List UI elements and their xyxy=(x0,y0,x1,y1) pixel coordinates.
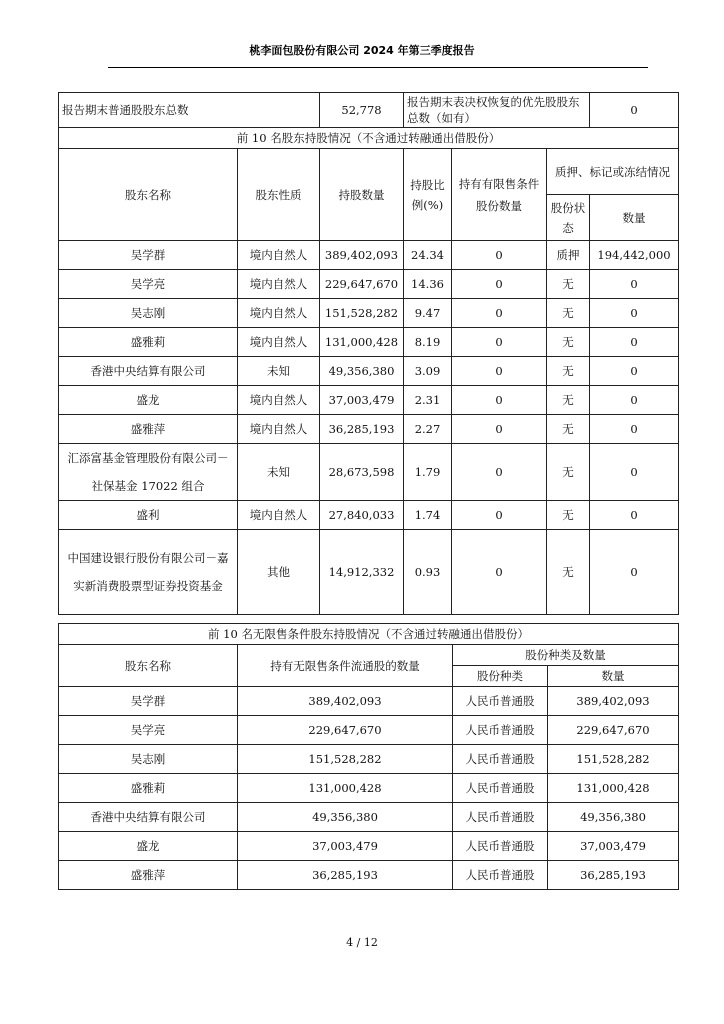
cell-restricted: 0 xyxy=(452,241,547,270)
u-col-header-kind-group: 股份种类及数量 xyxy=(453,645,679,666)
cell-kind: 人民币普通股 xyxy=(453,803,548,832)
cell-name: 吴志刚 xyxy=(59,299,238,328)
table-row xyxy=(59,328,679,357)
table-row xyxy=(59,501,679,530)
cell-status: 无 xyxy=(547,299,590,328)
cell-held: 151,528,282 xyxy=(238,745,453,774)
cell-qty: 131,000,428 xyxy=(548,774,679,803)
cell-kind: 人民币普通股 xyxy=(453,687,548,716)
cell-shares: 131,000,428 xyxy=(320,328,404,357)
cell-name: 香港中央结算有限公司 xyxy=(59,803,238,832)
table-row xyxy=(59,444,679,501)
col-header-restricted: 持有有限售条件股份数量 xyxy=(452,149,547,241)
cell-ratio: 2.31 xyxy=(404,386,452,415)
cell-held: 49,356,380 xyxy=(238,803,453,832)
cell-qty: 194,442,000 xyxy=(590,241,679,270)
cell-kind: 人民币普通股 xyxy=(453,745,548,774)
cell-qty: 37,003,479 xyxy=(548,832,679,861)
cell-nature: 境内自然人 xyxy=(238,270,320,299)
preferred-holders-value: 0 xyxy=(590,93,679,128)
table-row xyxy=(59,687,679,716)
cell-qty: 229,647,670 xyxy=(548,716,679,745)
table-row xyxy=(59,716,679,745)
table-row xyxy=(59,241,679,270)
cell-qty: 0 xyxy=(590,270,679,299)
table-row xyxy=(59,774,679,803)
cell-name: 盛雅莉 xyxy=(59,328,238,357)
cell-name: 盛龙 xyxy=(59,386,238,415)
header-divider xyxy=(108,67,648,68)
cell-shares: 37,003,479 xyxy=(320,386,404,415)
cell-restricted: 0 xyxy=(452,501,547,530)
cell-shares: 28,673,598 xyxy=(320,444,404,501)
table-row xyxy=(59,832,679,861)
cell-name: 香港中央结算有限公司 xyxy=(59,357,238,386)
cell-qty: 0 xyxy=(590,357,679,386)
cell-status: 质押 xyxy=(547,241,590,270)
col-header-name: 股东名称 xyxy=(59,149,238,241)
page-header-title: 桃李面包股份有限公司 2024 年第三季度报告 xyxy=(249,44,475,57)
cell-qty: 0 xyxy=(590,501,679,530)
cell-ratio: 24.34 xyxy=(404,241,452,270)
cell-status: 无 xyxy=(547,357,590,386)
table-row xyxy=(59,745,679,774)
table-row xyxy=(59,270,679,299)
cell-restricted: 0 xyxy=(452,299,547,328)
cell-qty: 36,285,193 xyxy=(548,861,679,890)
cell-name: 盛龙 xyxy=(59,832,238,861)
cell-restricted: 0 xyxy=(452,357,547,386)
common-holders-value: 52,778 xyxy=(320,93,404,128)
cell-held: 36,285,193 xyxy=(238,861,453,890)
cell-held: 389,402,093 xyxy=(238,687,453,716)
cell-name: 盛利 xyxy=(59,501,238,530)
cell-shares: 14,912,332 xyxy=(320,530,404,615)
cell-held: 229,647,670 xyxy=(238,716,453,745)
cell-nature: 其他 xyxy=(238,530,320,615)
cell-nature: 境内自然人 xyxy=(238,299,320,328)
cell-held: 131,000,428 xyxy=(238,774,453,803)
cell-name: 盛雅萍 xyxy=(59,415,238,444)
table-row xyxy=(59,386,679,415)
cell-qty: 0 xyxy=(590,386,679,415)
top10-unrestricted-table xyxy=(58,623,679,890)
cell-restricted: 0 xyxy=(452,328,547,357)
top10-section-title: 前 10 名股东持股情况（不含通过转融通出借股份） xyxy=(59,128,679,149)
cell-qty: 0 xyxy=(590,530,679,615)
cell-ratio: 1.79 xyxy=(404,444,452,501)
cell-name: 吴学亮 xyxy=(59,716,238,745)
cell-restricted: 0 xyxy=(452,386,547,415)
unrestricted-section-title: 前 10 名无限售条件股东持股情况（不含通过转融通出借股份） xyxy=(59,624,679,645)
col-header-shares: 持股数量 xyxy=(320,149,404,241)
cell-ratio: 9.47 xyxy=(404,299,452,328)
col-header-pledge-qty: 数量 xyxy=(590,195,679,241)
cell-restricted: 0 xyxy=(452,530,547,615)
cell-status: 无 xyxy=(547,386,590,415)
common-holders-label: 报告期末普通股股东总数 xyxy=(59,93,320,128)
col-header-pledge-group: 质押、标记或冻结情况 xyxy=(547,149,679,195)
summary-row xyxy=(59,93,679,128)
cell-kind: 人民币普通股 xyxy=(453,861,548,890)
table-row xyxy=(59,415,679,444)
table-row xyxy=(59,357,679,386)
cell-status: 无 xyxy=(547,328,590,357)
cell-nature: 境内自然人 xyxy=(238,241,320,270)
cell-name: 吴学群 xyxy=(59,687,238,716)
cell-qty: 389,402,093 xyxy=(548,687,679,716)
top10-shareholders-table xyxy=(58,92,679,615)
cell-name: 中国建设银行股份有限公司－嘉实新消费股票型证券投资基金 xyxy=(59,530,238,615)
cell-shares: 27,840,033 xyxy=(320,501,404,530)
cell-shares: 151,528,282 xyxy=(320,299,404,328)
cell-restricted: 0 xyxy=(452,444,547,501)
page-number: 4 / 12 xyxy=(346,936,378,949)
table-row xyxy=(59,803,679,832)
cell-qty: 49,356,380 xyxy=(548,803,679,832)
table-row xyxy=(59,299,679,328)
cell-name: 吴志刚 xyxy=(59,745,238,774)
cell-nature: 境内自然人 xyxy=(238,328,320,357)
cell-nature: 未知 xyxy=(238,357,320,386)
cell-name: 吴学亮 xyxy=(59,270,238,299)
cell-restricted: 0 xyxy=(452,270,547,299)
cell-nature: 境内自然人 xyxy=(238,386,320,415)
col-header-pledge-status: 股份状态 xyxy=(547,195,590,241)
cell-shares: 389,402,093 xyxy=(320,241,404,270)
cell-ratio: 8.19 xyxy=(404,328,452,357)
cell-kind: 人民币普通股 xyxy=(453,774,548,803)
cell-name: 盛雅莉 xyxy=(59,774,238,803)
col-header-nature: 股东性质 xyxy=(238,149,320,241)
cell-ratio: 14.36 xyxy=(404,270,452,299)
cell-status: 无 xyxy=(547,501,590,530)
table-row xyxy=(59,530,679,615)
cell-shares: 229,647,670 xyxy=(320,270,404,299)
cell-kind: 人民币普通股 xyxy=(453,832,548,861)
u-col-header-qty: 数量 xyxy=(548,666,679,687)
cell-ratio: 2.27 xyxy=(404,415,452,444)
cell-ratio: 0.93 xyxy=(404,530,452,615)
cell-status: 无 xyxy=(547,530,590,615)
cell-nature: 未知 xyxy=(238,444,320,501)
col-header-ratio: 持股比例(%) xyxy=(404,149,452,241)
cell-status: 无 xyxy=(547,415,590,444)
cell-shares: 36,285,193 xyxy=(320,415,404,444)
cell-restricted: 0 xyxy=(452,415,547,444)
cell-qty: 0 xyxy=(590,328,679,357)
u-col-header-name: 股东名称 xyxy=(59,645,238,687)
cell-held: 37,003,479 xyxy=(238,832,453,861)
cell-ratio: 1.74 xyxy=(404,501,452,530)
cell-ratio: 3.09 xyxy=(404,357,452,386)
cell-qty: 151,528,282 xyxy=(548,745,679,774)
cell-qty: 0 xyxy=(590,299,679,328)
cell-shares: 49,356,380 xyxy=(320,357,404,386)
cell-qty: 0 xyxy=(590,444,679,501)
table-row xyxy=(59,861,679,890)
cell-name: 汇添富基金管理股份有限公司－社保基金 17022 组合 xyxy=(59,444,238,501)
u-col-header-held: 持有无限售条件流通股的数量 xyxy=(238,645,453,687)
cell-name: 吴学群 xyxy=(59,241,238,270)
cell-status: 无 xyxy=(547,270,590,299)
preferred-holders-label: 报告期末表决权恢复的优先股股东总数（如有） xyxy=(404,93,590,128)
cell-status: 无 xyxy=(547,444,590,501)
cell-nature: 境内自然人 xyxy=(238,501,320,530)
cell-name: 盛雅萍 xyxy=(59,861,238,890)
cell-qty: 0 xyxy=(590,415,679,444)
u-col-header-kind: 股份种类 xyxy=(453,666,548,687)
cell-nature: 境内自然人 xyxy=(238,415,320,444)
cell-kind: 人民币普通股 xyxy=(453,716,548,745)
